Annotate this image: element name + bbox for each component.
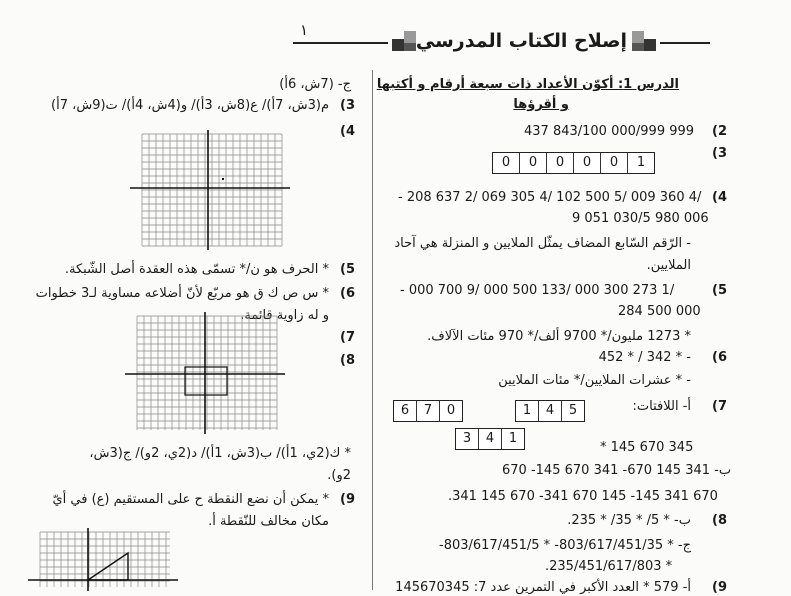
q6-number: (6	[712, 350, 727, 365]
left-q6-number: (6	[340, 286, 355, 301]
q7b-box-digit: 5	[561, 401, 584, 421]
left-q4-number: (4	[340, 124, 355, 139]
q8-line3: .235/451/617/803 *	[545, 559, 673, 574]
lesson-title-line2: و أقرؤها	[513, 97, 569, 112]
q7-box-a	[393, 400, 463, 422]
left-q6-line1: * س ص ك ق هو مربّع لأنّ أضلاعه مساوية لـ3 خطوات	[35, 286, 329, 301]
q5-line1: - 000 700 9/ 000 500 133/ 000 300 273 1/	[400, 283, 675, 298]
q7-line2: ب- 341 145 670- 341 670 145- 670	[502, 463, 732, 478]
q4-note2: الملايين.	[646, 258, 691, 273]
q5-number: (5	[712, 283, 727, 298]
q8-line2: ج- * 803/617/451/35- * 803/617/451/5-	[438, 538, 691, 553]
q7-number: (7	[712, 399, 727, 414]
lesson-title-line1: الدرس 1: أكوّن الأعداد ذات سبعة أرقام و أكتبها	[376, 77, 679, 92]
grid-figure-2	[125, 312, 285, 434]
q7a-box-digit: 6	[400, 403, 410, 418]
header-rule-right	[660, 42, 710, 44]
q3-box-digit: 0	[573, 153, 600, 173]
grid-figure-1	[130, 130, 290, 250]
left-q9-line2: مكان مخالف للنّقطة أ.	[208, 514, 329, 529]
q8-number: (8	[712, 513, 727, 528]
header-rule-left	[293, 42, 388, 44]
column-separator	[372, 70, 373, 590]
q6-line1: - * 342 / * 452	[598, 350, 691, 365]
q3-number: (3	[712, 146, 727, 161]
q8-line1: ب- * 5/ * 35/ * 235.	[567, 513, 691, 528]
page-title: إصلاح الكتاب المدرسي	[415, 30, 627, 52]
q3-box-digit: 0	[600, 153, 627, 173]
q3-box-digit: 0	[501, 155, 511, 170]
left-q3-number: (3	[340, 98, 355, 113]
q7-label: أ- اللافتات:	[632, 399, 691, 414]
q7b-box-digit: 4	[538, 401, 561, 421]
q2-text: 437 843/100 000/999 999	[524, 124, 695, 139]
left-q9-number: (9	[340, 492, 355, 507]
q7c-box-digit: 4	[478, 429, 501, 449]
left-coords-line2: 2و).	[327, 468, 351, 483]
q3-box-digit: 0	[546, 153, 573, 173]
q3-box-digit: 0	[519, 153, 546, 173]
q7-box-c	[455, 428, 525, 450]
grid-figure-3	[28, 528, 178, 591]
q3-box-digit: 1	[627, 153, 654, 173]
q5-line3: * 1273 مليون/* 9700 ألف/* 970 مئات الآلاف.	[427, 329, 691, 344]
q4-line1: - 208 637 2/ 069 305 4/ 102 500 5/ 009 360 4/	[398, 190, 702, 205]
q7a-box-digit: 7	[416, 401, 439, 421]
left-q3-text: م(3ش، 7أ)/ ع(8ش، 3أ)/ و(4ش، 4أ)/ ت(9ش، 7أ)	[51, 98, 329, 113]
left-c-line: ج- (7ش، 6أ)	[279, 77, 351, 92]
header-logo-right-icon	[632, 31, 658, 51]
q7a-box-digit: 0	[439, 401, 462, 421]
q6-line2: - * عشرات الملايين/* مئات الملايين	[498, 373, 691, 388]
q9-number: (9	[712, 580, 727, 595]
q4-line2: 9 051 030/5 980 006	[572, 211, 709, 226]
q4-note1: - الرّقم السّابع المضاف يمثّل الملايين و المنزلة هي آحاد	[394, 236, 691, 251]
q7c-box-digit: 1	[501, 429, 524, 449]
q4-number: (4	[712, 190, 727, 205]
q7-line3: .341 145 670 -341 670 145 -145 341 670	[448, 489, 718, 504]
left-q6-line2: و له زاوية قائمة.	[240, 308, 329, 323]
q7-line1: * 145 670 345	[600, 440, 694, 455]
q5-line2: 284 500 000	[618, 304, 701, 319]
q9-text: أ- 579 * العدد الأكبر في التمرين عدد 7: 145670345	[395, 580, 691, 595]
left-q8-number: (8	[340, 353, 355, 368]
left-q5-number: (5	[340, 262, 355, 277]
left-coords-line1: * ك(2ي، 1أ)/ ب(3ش، 1أ)/ د(2ي، 2و)/ ج(3ش،	[89, 446, 351, 461]
left-q9-line1: * يمكن أن نضع النقطة ح على المستقيم (ع) في أيّ	[52, 492, 329, 507]
page-mark: ١	[300, 21, 309, 39]
q7b-box-digit: 1	[522, 403, 532, 418]
header-logo-left-icon	[392, 31, 418, 51]
q7c-box-digit: 3	[462, 431, 472, 446]
left-q7-number: (7	[340, 330, 355, 345]
q7-box-b	[515, 400, 585, 422]
left-q5-text: * الحرف هو ن/* تسمّى هذه العقدة أصل الشّبكة.	[64, 262, 329, 277]
q3-digit-boxes	[492, 152, 655, 174]
q2-number: (2	[712, 124, 727, 139]
